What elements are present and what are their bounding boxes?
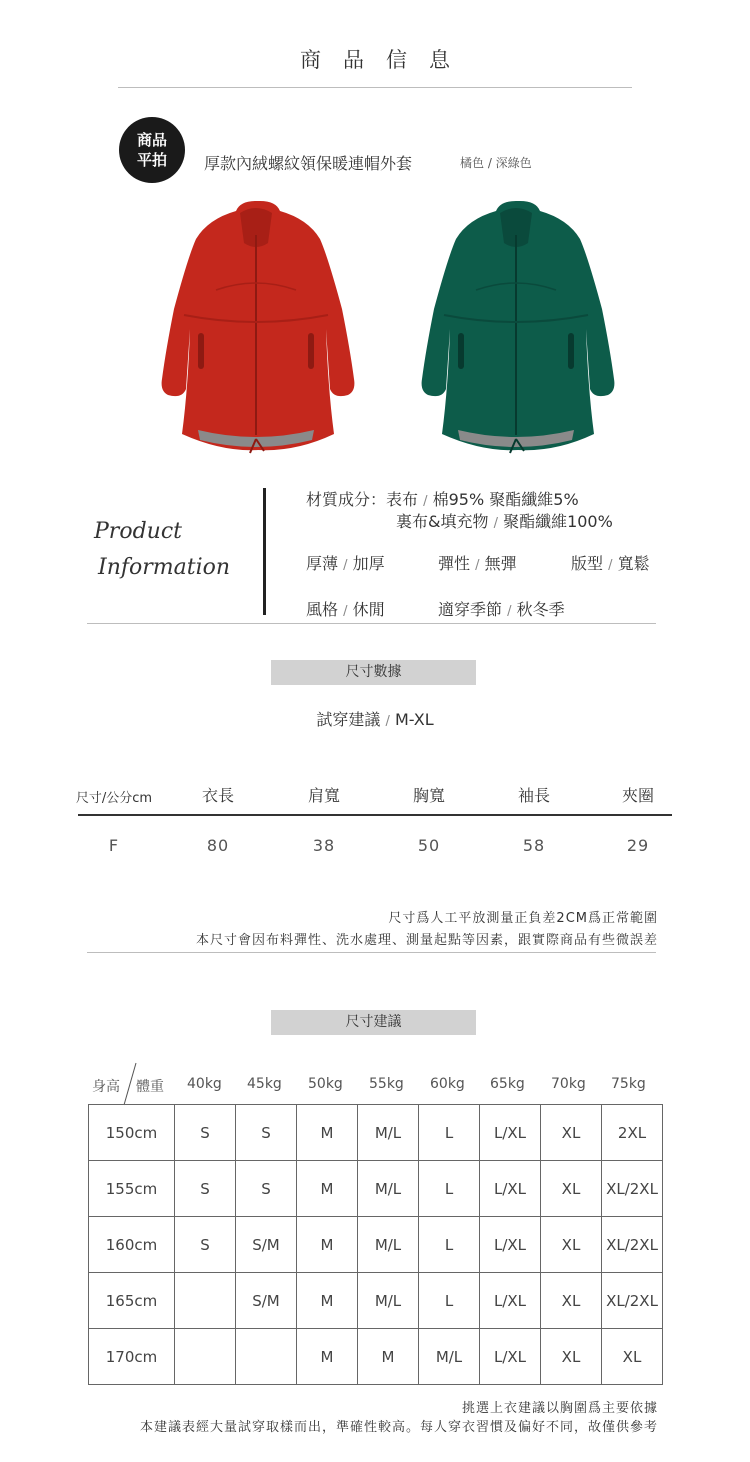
size-cell: S/M xyxy=(236,1217,297,1273)
product-colors: 橘色 / 深綠色 xyxy=(460,156,532,170)
size-cell: XL xyxy=(541,1329,602,1385)
sleeve-col-header: 袖長 xyxy=(517,786,550,805)
size-cell: S xyxy=(175,1105,236,1161)
svg-text:Product: Product xyxy=(94,519,182,544)
size-cell: XL xyxy=(541,1217,602,1273)
table-row xyxy=(89,1105,663,1161)
shoulder-value: 38 xyxy=(312,836,336,855)
size-cell: M xyxy=(297,1161,358,1217)
product-information-logo xyxy=(92,512,237,592)
weight-col-75: 75kg xyxy=(611,1076,646,1092)
size-cell: S xyxy=(175,1161,236,1217)
material-outer: 材質成分：表布 / 棉95% 聚酯纖維5% xyxy=(306,490,579,509)
size-cell: L xyxy=(419,1273,480,1329)
size-cell: L/XL xyxy=(480,1161,541,1217)
size-cell: 2XL xyxy=(602,1105,663,1161)
material-lining: 裏布&填充物 / 聚酯纖維100% xyxy=(396,512,613,531)
material-lining-value: 聚酯纖維100% xyxy=(503,512,613,531)
size-cell: XL xyxy=(541,1161,602,1217)
shoulder-col-header: 肩寬 xyxy=(307,786,340,805)
size-cell: M xyxy=(297,1217,358,1273)
size-col-header: 尺寸/公分cm xyxy=(75,791,153,806)
table-row xyxy=(89,1273,663,1329)
size-cell: M/L xyxy=(358,1273,419,1329)
length-col-header: 衣長 xyxy=(201,786,234,805)
size-cell: L xyxy=(419,1105,480,1161)
size-cell: M xyxy=(358,1329,419,1385)
height-cell: 155cm xyxy=(89,1161,175,1217)
size-cell: L/XL xyxy=(480,1217,541,1273)
size-cell: XL xyxy=(541,1105,602,1161)
material-outer-label: 表布 xyxy=(386,490,419,509)
weight-col-55: 55kg xyxy=(369,1076,404,1092)
svg-text:Information: Information xyxy=(98,555,231,580)
sleeve-value: 58 xyxy=(522,836,546,855)
fit-suggestion: 試穿建議 / M-XL xyxy=(316,710,434,729)
thickness-attr: 厚薄 / 加厚 xyxy=(306,554,385,573)
size-note-1: 尺寸爲人工平放測量正負差2CM爲正常範圍 xyxy=(388,911,658,926)
size-cell: M/L xyxy=(358,1161,419,1217)
weight-col-50: 50kg xyxy=(308,1076,343,1092)
size-note-rule xyxy=(87,952,656,953)
product-name: 厚款內絨螺紋領保暖連帽外套 xyxy=(204,154,413,173)
elasticity-attr: 彈性 / 無彈 xyxy=(438,554,517,573)
size-cell: L xyxy=(419,1161,480,1217)
table-row xyxy=(89,1161,663,1217)
size-cell: XL/2XL xyxy=(602,1217,663,1273)
season-attr: 適穿季節 / 秋冬季 xyxy=(438,600,565,619)
size-cell: L/XL xyxy=(480,1329,541,1385)
weight-col-60: 60kg xyxy=(430,1076,465,1092)
height-cell: 160cm xyxy=(89,1217,175,1273)
length-value: 80 xyxy=(206,836,230,855)
info-divider xyxy=(263,488,266,615)
fit-attr: 版型 / 寬鬆 xyxy=(571,554,650,573)
table-row xyxy=(89,1217,663,1273)
material-lining-label: 裏布&填充物 xyxy=(396,512,489,531)
size-note-2: 本尺寸會因布料彈性、洗水處理、測量起點等因素，跟實際商品有些微誤差 xyxy=(195,933,658,948)
chest-col-header: 胸寬 xyxy=(412,786,445,805)
size-advice-header: 尺寸建議 xyxy=(271,1010,476,1035)
material-label: 材質成分： xyxy=(306,490,387,509)
title-divider xyxy=(118,87,632,88)
info-bottom-rule xyxy=(87,623,656,624)
size-cell xyxy=(175,1273,236,1329)
size-cell: L/XL xyxy=(480,1273,541,1329)
size-cell: XL xyxy=(541,1273,602,1329)
height-cell: 165cm xyxy=(89,1273,175,1329)
size-cell: XL xyxy=(602,1329,663,1385)
height-cell: 170cm xyxy=(89,1329,175,1385)
height-cell: 150cm xyxy=(89,1105,175,1161)
size-cell: XL/2XL xyxy=(602,1161,663,1217)
table-row xyxy=(89,1329,663,1385)
green-jacket-image xyxy=(396,195,636,460)
page-title: 商品信息 xyxy=(300,48,472,72)
advice-note-2: 本建議表經大量試穿取樣而出，準確性較高。每人穿衣習慣及偏好不同，故僅供參考 xyxy=(139,1420,658,1435)
armhole-col-header: 夾圈 xyxy=(621,786,654,805)
size-cell: M xyxy=(297,1329,358,1385)
size-value: F xyxy=(108,836,120,855)
badge-line-2: 平拍 xyxy=(136,151,167,169)
height-label: 身高 xyxy=(92,1079,120,1095)
red-jacket-image xyxy=(136,195,376,460)
size-cell xyxy=(175,1329,236,1385)
weight-col-40: 40kg xyxy=(187,1076,222,1092)
size-cell: M/L xyxy=(419,1329,480,1385)
size-cell: M/L xyxy=(358,1105,419,1161)
advice-note-1: 挑選上衣建議以胸圍爲主要依據 xyxy=(461,1401,658,1416)
armhole-value: 29 xyxy=(626,836,650,855)
size-cell: M/L xyxy=(358,1217,419,1273)
material-outer-value: 棉95% 聚酯纖維5% xyxy=(432,490,579,509)
product-badge xyxy=(119,117,185,183)
size-table-rule xyxy=(78,814,672,816)
size-cell: S/M xyxy=(236,1273,297,1329)
size-data-header: 尺寸數據 xyxy=(271,660,476,685)
size-cell: M xyxy=(297,1105,358,1161)
weight-col-45: 45kg xyxy=(247,1076,282,1092)
size-cell xyxy=(236,1329,297,1385)
size-cell: S xyxy=(236,1105,297,1161)
size-cell: S xyxy=(175,1217,236,1273)
size-cell: L/XL xyxy=(480,1105,541,1161)
size-cell: L xyxy=(419,1217,480,1273)
weight-col-65: 65kg xyxy=(490,1076,525,1092)
size-cell: S xyxy=(236,1161,297,1217)
size-cell: M xyxy=(297,1273,358,1329)
size-cell: XL/2XL xyxy=(602,1273,663,1329)
size-advice-table xyxy=(88,1104,663,1385)
badge-line-1: 商品 xyxy=(136,131,167,149)
weight-label: 體重 xyxy=(136,1079,164,1095)
chest-value: 50 xyxy=(417,836,441,855)
style-attr: 風格 / 休閒 xyxy=(306,600,385,619)
weight-col-70: 70kg xyxy=(551,1076,586,1092)
